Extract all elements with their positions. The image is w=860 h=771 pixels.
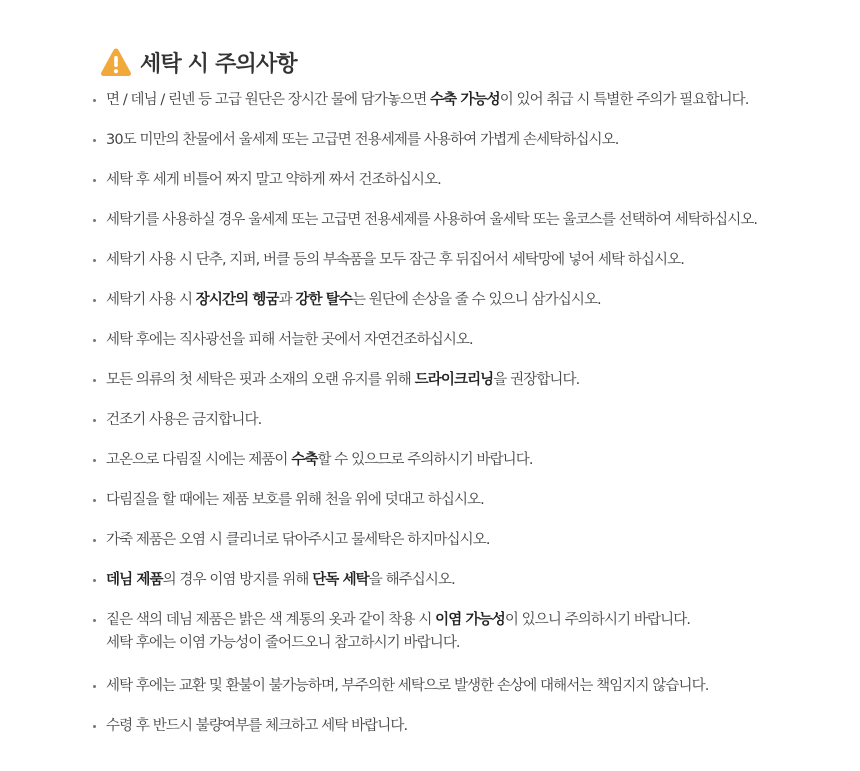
text-segment: 수령 후 반드시 불량여부를 체크하고 세탁 바랍니다. bbox=[106, 718, 408, 734]
bullet-dot-icon bbox=[93, 299, 96, 302]
text-segment: 모든 의류의 첫 세탁은 핏과 소재의 오랜 유지를 위해 bbox=[106, 372, 415, 388]
text-segment: 30도 미만의 찬물에서 울세제 또는 고급면 전용세제를 사용하여 가볍게 손세탁하십시오. bbox=[106, 132, 619, 148]
caution-text bbox=[106, 570, 830, 591]
text-segment: 고온으로 다림질 시에는 제품이 bbox=[106, 452, 292, 468]
emphasis-text: 수축 bbox=[291, 452, 318, 468]
caution-text bbox=[106, 210, 830, 231]
bullet-dot-icon bbox=[93, 99, 96, 102]
text-segment: 이 있어 취급 시 특별한 주의가 필요합니다. bbox=[499, 92, 749, 108]
text-segment: 할 수 있으므로 주의하시기 바랍니다. bbox=[317, 452, 533, 468]
text-segment: 세탁 후에는 교환 및 환불이 불가능하며, 부주의한 세탁으로 발생한 손상에 대해서는 책임지지 않습니다. bbox=[106, 678, 709, 694]
caution-text bbox=[106, 490, 830, 511]
caution-item bbox=[90, 610, 830, 676]
caution-text bbox=[106, 290, 830, 311]
bullet-dot-icon bbox=[93, 259, 96, 262]
caution-text bbox=[106, 170, 830, 191]
text-segment: 짙은 색의 데님 제품은 밝은 색 계통의 옷과 같이 착용 시 bbox=[106, 612, 436, 628]
emphasis-text: 단독 세탁 bbox=[312, 572, 369, 588]
caution-item bbox=[90, 570, 830, 610]
page-title: 세탁 시 주의사항 bbox=[140, 51, 297, 77]
text-segment: 건조기 사용은 금지합니다. bbox=[106, 412, 262, 428]
bullet-dot-icon bbox=[93, 139, 96, 142]
caution-item bbox=[90, 450, 830, 490]
caution-item bbox=[90, 530, 830, 570]
bullet-dot-icon bbox=[93, 685, 96, 688]
caution-item bbox=[90, 410, 830, 450]
caution-item bbox=[90, 676, 830, 716]
caution-text bbox=[106, 410, 830, 431]
text-segment: 세탁 후에는 이염 가능성이 줄어드오니 참고하시기 바랍니다. bbox=[106, 635, 460, 651]
caution-text bbox=[106, 716, 830, 737]
emphasis-text: 수축 가능성 bbox=[430, 92, 500, 108]
text-segment: 면 / 데님 / 린넨 등 고급 원단은 장시간 물에 담가놓으면 bbox=[106, 92, 431, 108]
text-segment: 가죽 제품은 오염 시 클리너로 닦아주시고 물세탁은 하지마십시오. bbox=[106, 532, 490, 548]
text-segment: 세탁 후에는 직사광선을 피해 서늘한 곳에서 자연건조하십시오. bbox=[106, 332, 473, 348]
caution-item bbox=[90, 130, 830, 170]
bullet-dot-icon bbox=[93, 339, 96, 342]
text-segment: 과 bbox=[278, 292, 296, 308]
text-segment: 을 해주십시오. bbox=[368, 572, 455, 588]
text-segment: 의 경우 이염 방지를 위해 bbox=[162, 572, 313, 588]
caution-text bbox=[106, 330, 830, 351]
caution-text bbox=[106, 530, 830, 551]
section-header bbox=[100, 42, 297, 82]
emphasis-text: 드라이크리닝 bbox=[414, 372, 494, 388]
caution-item bbox=[90, 716, 830, 756]
caution-text bbox=[106, 370, 830, 391]
caution-item bbox=[90, 370, 830, 410]
text-segment: 다림질을 할 때에는 제품 보호를 위해 천을 위에 덧대고 하십시오. bbox=[106, 492, 484, 508]
bullet-dot-icon bbox=[93, 619, 96, 622]
caution-item bbox=[90, 290, 830, 330]
caution-text bbox=[106, 450, 830, 471]
caution-text bbox=[106, 676, 830, 697]
text-segment: 세탁기 사용 시 단추, 지퍼, 버클 등의 부속품을 모두 잠근 후 뒤집어서 세탁망에 넣어 세탁 하십시오. bbox=[106, 252, 684, 268]
text-segment: 이 있으니 주의하시기 바랍니다. bbox=[504, 612, 691, 628]
caution-text-continued bbox=[106, 633, 830, 654]
caution-text bbox=[106, 130, 830, 151]
text-segment: 세탁 후 세게 비틀어 짜지 말고 약하게 짜서 건조하십시오. bbox=[106, 172, 441, 188]
caution-item bbox=[90, 90, 830, 130]
bullet-dot-icon bbox=[93, 219, 96, 222]
text-segment: 는 원단에 손상을 줄 수 있으니 삼가십시오. bbox=[351, 292, 601, 308]
emphasis-text: 강한 탈수 bbox=[295, 292, 352, 308]
text-segment: 세탁기 사용 시 bbox=[106, 292, 196, 308]
caution-list bbox=[90, 90, 830, 756]
caution-text bbox=[106, 610, 830, 631]
bullet-dot-icon bbox=[93, 179, 96, 182]
caution-item bbox=[90, 490, 830, 530]
bullet-dot-icon bbox=[93, 725, 96, 728]
text-segment: 세탁기를 사용하실 경우 울세제 또는 고급면 전용세제를 사용하여 울세탁 또는 울코스를 선택하여 세탁하십시오. bbox=[106, 212, 758, 228]
caution-item bbox=[90, 210, 830, 250]
bullet-dot-icon bbox=[93, 499, 96, 502]
bullet-dot-icon bbox=[93, 459, 96, 462]
caution-text bbox=[106, 250, 830, 271]
caution-item bbox=[90, 170, 830, 210]
bullet-dot-icon bbox=[93, 419, 96, 422]
emphasis-text: 데님 제품 bbox=[106, 572, 163, 588]
bullet-dot-icon bbox=[93, 579, 96, 582]
warning-triangle-icon bbox=[100, 47, 132, 77]
caution-item bbox=[90, 330, 830, 370]
bullet-dot-icon bbox=[93, 539, 96, 542]
caution-text bbox=[106, 90, 830, 111]
text-segment: 을 권장합니다. bbox=[493, 372, 580, 388]
caution-item bbox=[90, 250, 830, 290]
emphasis-text: 장시간의 헹굼 bbox=[195, 292, 279, 308]
emphasis-text: 이염 가능성 bbox=[435, 612, 505, 628]
bullet-dot-icon bbox=[93, 379, 96, 382]
